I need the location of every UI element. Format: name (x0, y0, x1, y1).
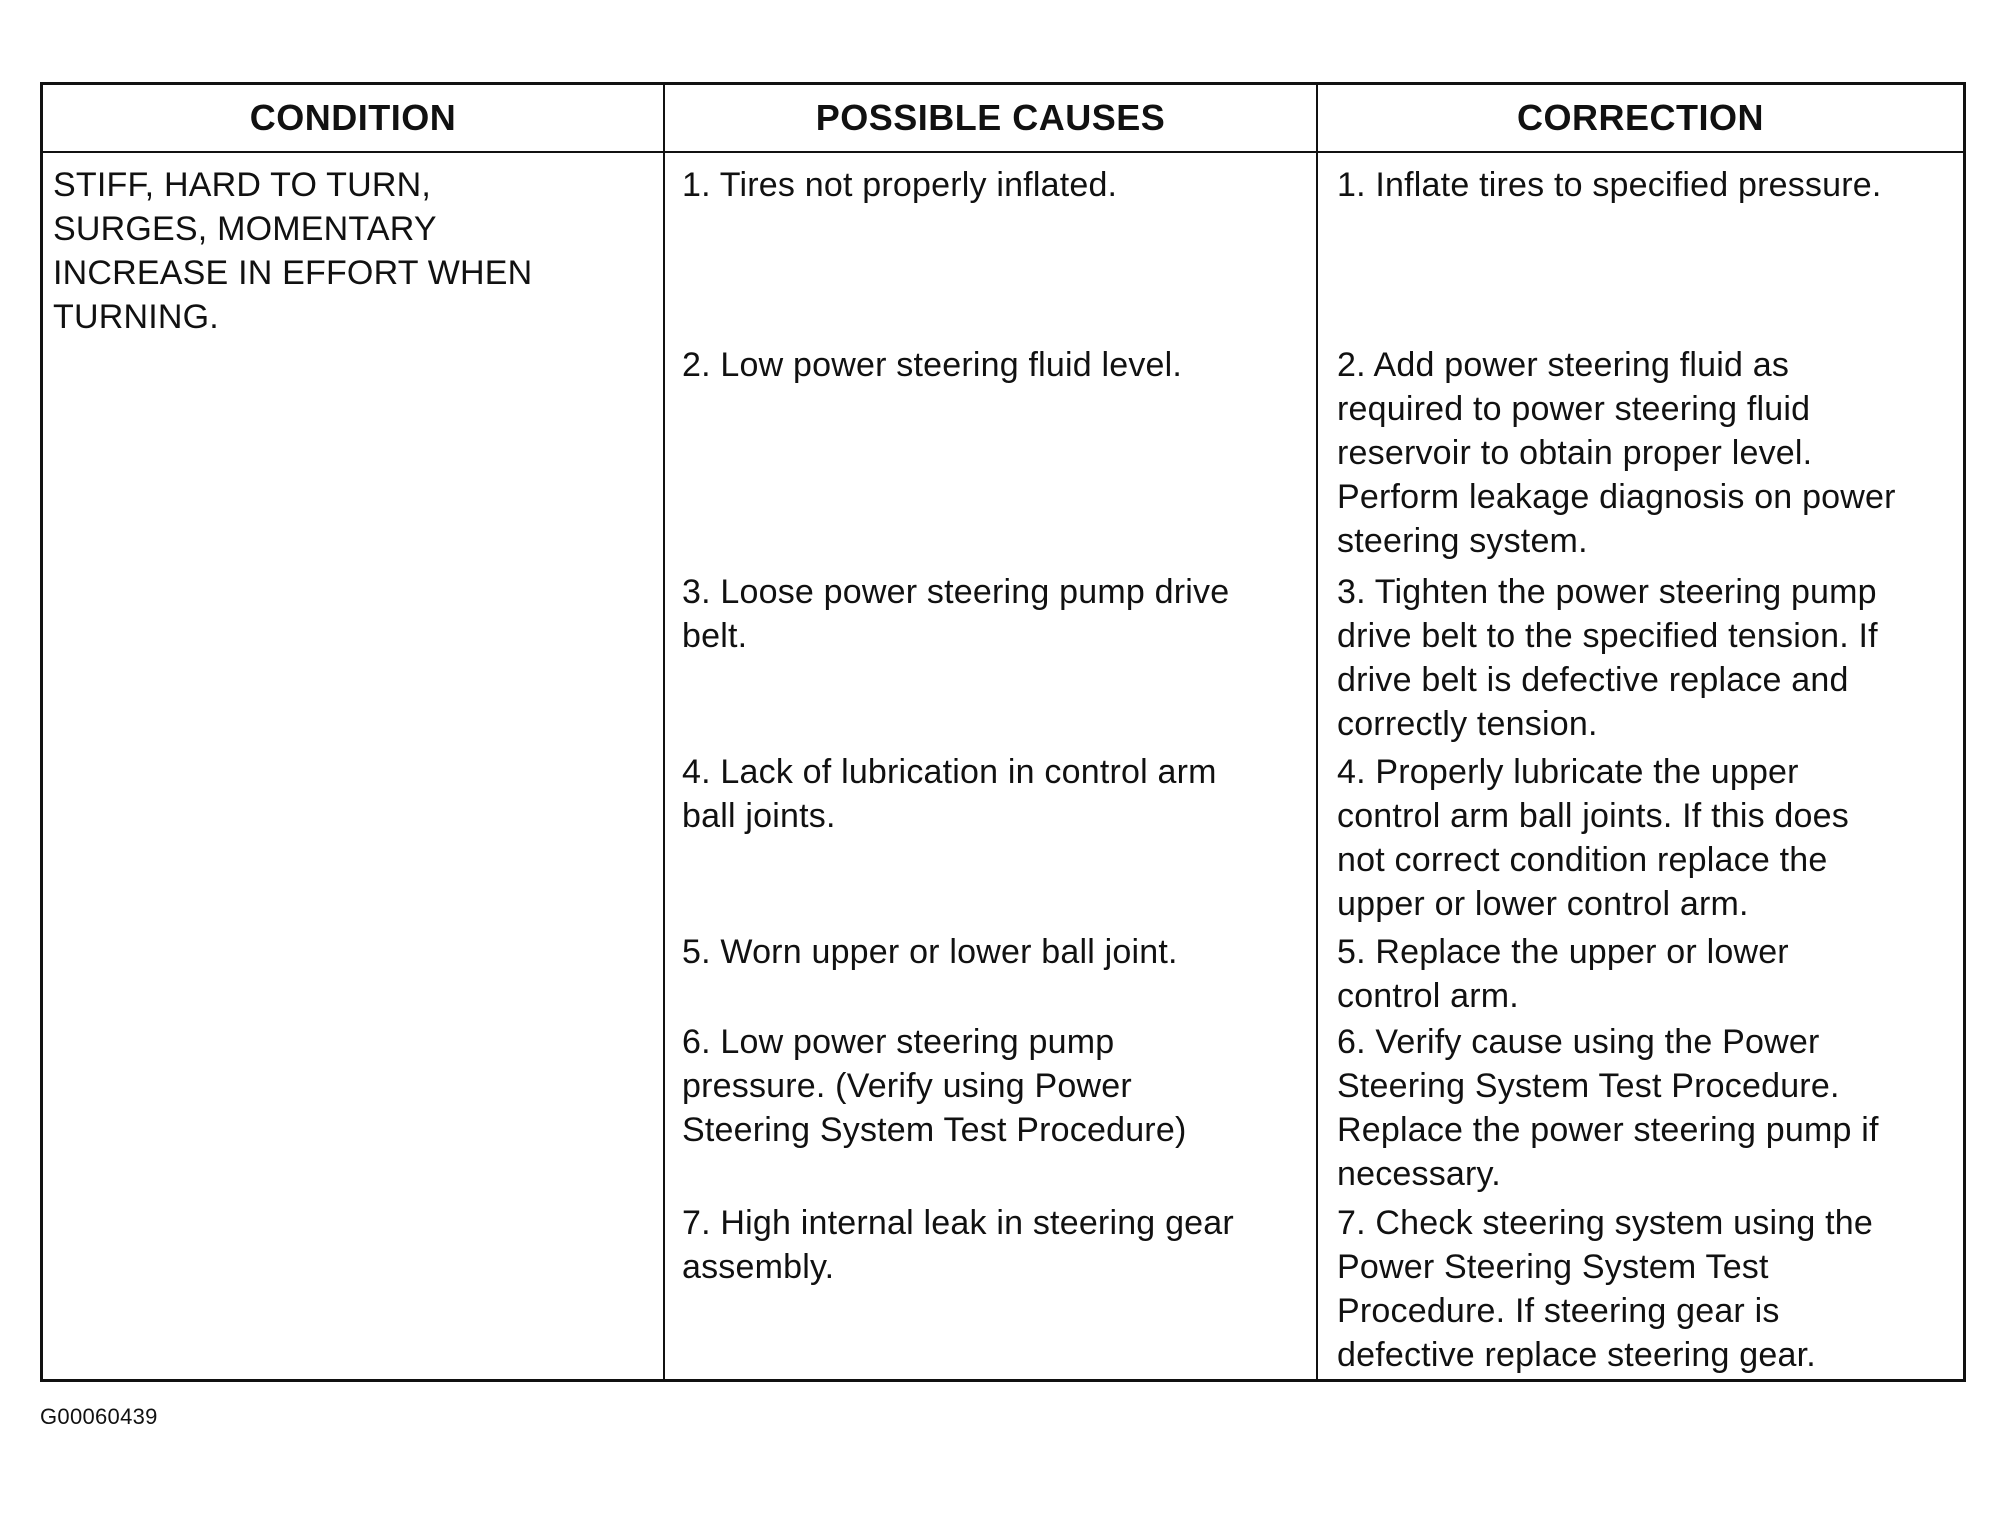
condition-text: STIFF, HARD TO TURN, SURGES, MOMENTARY INCREASE IN EFFORT WHEN TURNING. (53, 166, 533, 336)
cause-5: 5. Worn upper or lower ball joint. (682, 933, 1178, 971)
diagnosis-table (40, 82, 1966, 1382)
header-condition: CONDITION (249, 97, 457, 138)
cause-3: 3. Loose power steering pump drive belt. (682, 573, 1230, 655)
cause-6: 6. Low power steering pump pressure. (Verify using Power Steering System Test Procedure) (682, 1023, 1187, 1149)
cause-4: 4. Lack of lubrication in control arm ball joints. (682, 753, 1217, 835)
correction-5: 5. Replace the upper or lower control arm. (1337, 933, 1789, 1015)
figure-id: G00060439 (40, 1404, 158, 1429)
header-correction: CORRECTION (1517, 97, 1764, 138)
correction-3: 3. Tighten the power steering pump drive belt to the specified tension. If drive belt is defective replace and correctly tension. (1337, 573, 1878, 743)
correction-6: 6. Verify cause using the Power Steering System Test Procedure. Replace the power steering pump if necessary. (1337, 1023, 1879, 1193)
cause-7: 7. High internal leak in steering gear assembly. (682, 1204, 1234, 1286)
correction-7: 7. Check steering system using the Power Steering System Test Procedure. If steering gear is defective replace steering gear. (1337, 1204, 1873, 1374)
table-header-row (43, 85, 1963, 153)
cause-1: 1. Tires not properly inflated. (682, 166, 1118, 204)
correction-2: 2. Add power steering fluid as required to power steering fluid reservoir to obtain proper level. Perform leakage diagnosis on power steering system. (1337, 346, 1896, 560)
correction-4: 4. Properly lubricate the upper control arm ball joints. If this does not correct condition replace the upper or lower control arm. (1337, 753, 1849, 923)
cause-2: 2. Low power steering fluid level. (682, 346, 1183, 384)
correction-1: 1. Inflate tires to specified pressure. (1337, 166, 1882, 204)
header-possible-causes: POSSIBLE CAUSES (815, 97, 1166, 138)
column-divider (663, 85, 665, 1379)
column-divider (1316, 85, 1318, 1379)
